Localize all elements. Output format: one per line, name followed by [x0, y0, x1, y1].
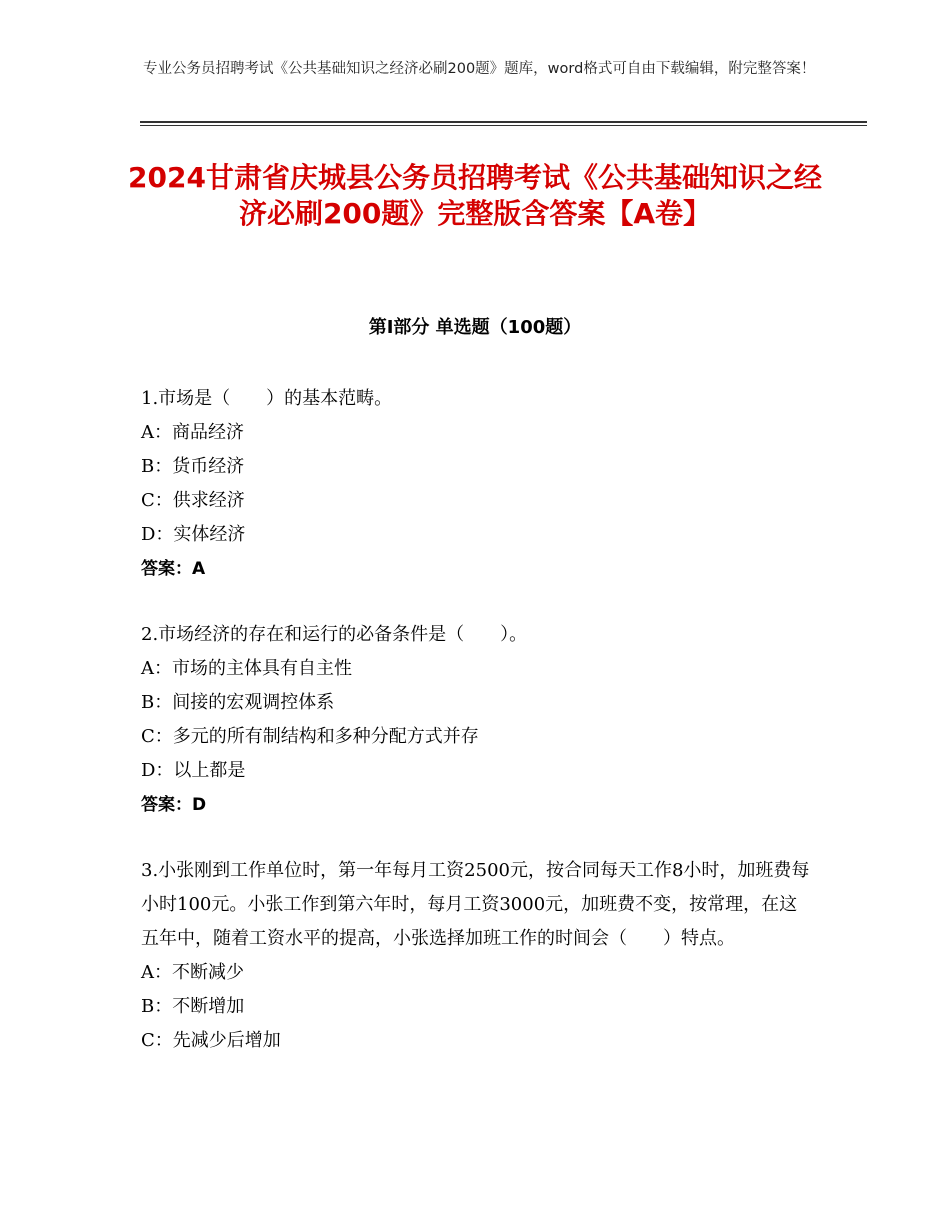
option-a: A：商品经济 — [141, 422, 244, 443]
question-1 — [141, 382, 811, 586]
header-divider — [140, 121, 867, 126]
header-note: 专业公务员招聘考试《公共基础知识之经济必刷200题》题库，word格式可自由下载编辑，附完整答案！ — [143, 61, 816, 77]
header-divider-thin — [140, 125, 867, 126]
option-a: A：不断减少 — [141, 962, 244, 983]
option-c: C：先减少后增加 — [141, 1030, 281, 1051]
question-2 — [141, 618, 811, 822]
header-divider-thick — [140, 121, 867, 123]
option-d: D：实体经济 — [141, 524, 246, 545]
question-stem: 2.市场经济的存在和运行的必备条件是（ ）。 — [141, 624, 528, 645]
section-heading: 第Ⅰ部分 单选题（100题） — [368, 317, 582, 338]
option-d: D：以上都是 — [141, 760, 246, 781]
answer: 答案：D — [141, 795, 207, 815]
answer: 答案：A — [141, 559, 206, 579]
option-b: B：货币经济 — [141, 456, 245, 477]
option-c: C：多元的所有制结构和多种分配方式并存 — [141, 726, 479, 747]
document-title: 2024甘肃省庆城县公务员招聘考试《公共基础知识之经济必刷200题》完整版含答案【A卷】 — [128, 161, 822, 230]
option-b: B：不断增加 — [141, 996, 245, 1017]
question-stem: 3.小张刚到工作单位时，第一年每月工资2500元，按合同每天工作8小时，加班费每小时100元。小张工作到第六年时，每月工资3000元，加班费不变，按常理，在这五年中，随着工资水平的提高，小张选择加班工作的时间会（ ）特点。 — [141, 860, 810, 949]
option-a: A：市场的主体具有自主性 — [141, 658, 352, 679]
question-stem: 1.市场是（ ）的基本范畴。 — [141, 388, 393, 409]
question-list — [141, 382, 811, 1090]
option-b: B：间接的宏观调控体系 — [141, 692, 335, 713]
question-3 — [141, 854, 811, 1058]
option-c: C：供求经济 — [141, 490, 245, 511]
